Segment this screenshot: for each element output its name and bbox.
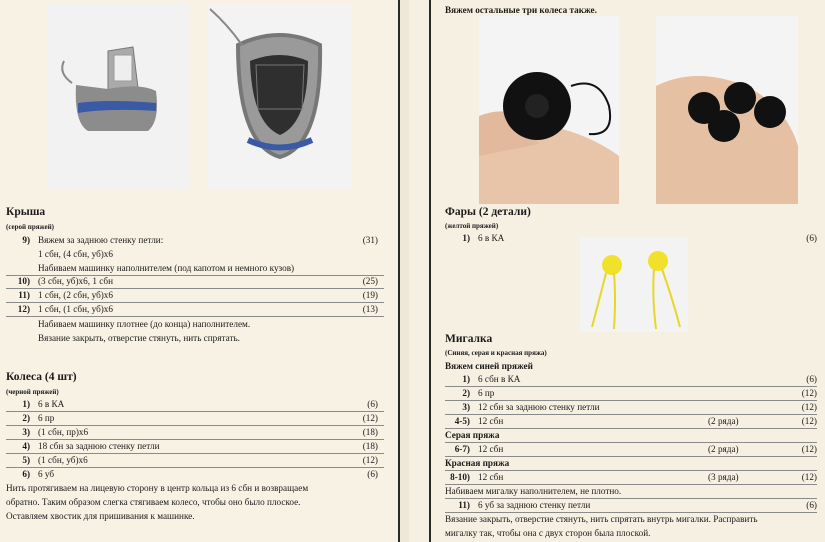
row-count: (6) [367,469,378,479]
roof-row-9 [0,233,386,247]
row-text: 6 в КА [38,399,65,409]
row-number: 12) [17,304,30,314]
row-text: Набиваем машинку плотнее (до конца) наполнителем. [38,319,251,329]
row-number: 2) [22,413,30,423]
row-note: (2 ряда) [708,416,739,426]
row-text: 1 сбн, (2 сбн, уб)х6 [38,290,113,300]
beacon-grey-label: Серая пряжа [445,430,500,440]
row-count: (18) [362,441,378,451]
page-divider-left [398,0,400,542]
row-text: 12 сбн за заднюю стенку петли [478,402,600,412]
row-number: 6-7) [454,444,470,454]
row-number: 4-5) [454,416,470,426]
row-count: (6) [806,374,817,384]
roof-stuff-tight [0,317,386,331]
wheels-note-3: Оставляем хвостик для пришивания к машинке. [6,511,195,521]
row-text: 6 в КА [478,233,505,243]
row-text: 6 пр [478,388,495,398]
beacon-row-2 [440,386,825,400]
row-count: (19) [362,290,378,300]
beacon-final-1: Вязание закрыть, отверстие стянуть, нить спрятать внутрь мигалки. Расправить [445,514,758,524]
row-number: 6) [22,469,30,479]
row-number: 3) [462,402,470,412]
separator [445,428,817,429]
roof-stuff-note [0,261,386,275]
roof-title: Крыша [6,206,46,218]
row-text: (3 сбн, уб)х6, 1 сбн [38,276,113,286]
photo-wheels-four [656,16,798,204]
row-count: (6) [367,399,378,409]
row-note: (3 ряда) [708,472,739,482]
row-note: (2 ряда) [708,444,739,454]
photo-car-side [48,3,189,190]
beacon-row-6-7 [440,442,825,456]
wheels-row-2 [0,411,386,425]
beacon-row-8-10 [440,470,825,484]
row-text: 1 сбн, (1 сбн, уб)х6 [38,304,113,314]
row-count: (13) [362,304,378,314]
row-number: 4) [22,441,30,451]
row-text: 12 сбн [478,416,504,426]
row-text: 6 сбн в КА [478,374,521,384]
row-text: (1 сбн, пр)х6 [38,427,89,437]
row-number: 11) [458,500,470,510]
row-count: (25) [362,276,378,286]
row-count: (6) [806,233,817,243]
wheels-row-5 [0,453,386,467]
roof-row-9-cont [0,247,386,261]
beacon-row-4-5 [440,414,825,428]
row-count: (12) [801,472,817,482]
row-text: 6 уб за заднюю стенку петли [478,500,591,510]
row-text: 6 пр [38,413,55,423]
row-text: 12 сбн [478,472,504,482]
roof-yarn: (серой пряжей) [6,223,54,231]
beacon-row-11 [440,498,825,512]
roof-close [0,331,386,345]
row-count: (18) [362,427,378,437]
row-count: (31) [362,235,378,245]
row-text: Набиваем машинку наполнителем (под капотом и немного кузов) [38,263,295,273]
wheels-note-2: обратно. Таким образом слегка стягиваем колесо, чтобы оно было плоское. [6,497,301,507]
row-number: 2) [462,388,470,398]
beacon-final-2: мигалку так, чтобы она с двух сторон была плоской. [445,528,651,538]
beacon-row-3 [440,400,825,414]
row-number: 8-10) [450,472,470,482]
wheels-note-1: Нить протягиваем на лицевую сторону в центр кольца из 6 сбн и возвращаем [6,483,309,493]
row-text: (1 сбн, уб)х6 [38,455,88,465]
row-count: (12) [801,388,817,398]
row-text: 12 сбн [478,444,504,454]
row-number: 1) [462,374,470,384]
beacon-title: Мигалка [445,333,493,345]
intro-text: Вяжем остальные три колеса также. [445,5,597,15]
row-text: 1 сбн, (4 сбн, уб)х6 [38,249,113,259]
wheels-row-4 [0,439,386,453]
beacon-blue-label: Вяжем синей пряжей [445,361,533,371]
row-number: 5) [22,455,30,465]
beacon-stuff-note: Набиваем мигалку наполнителем, не плотно. [445,486,622,496]
row-text: 18 сбн за заднюю стенку петли [38,441,160,451]
headlights-yarn: (желтой пряжей) [445,222,499,230]
row-count: (12) [801,444,817,454]
row-number: 1) [462,233,470,243]
row-number: 9) [22,235,30,245]
row-number: 10) [17,276,30,286]
row-text: 6 уб [38,469,55,479]
row-number: 11) [18,290,30,300]
roof-row-11 [0,288,386,302]
photo-headlights [580,237,688,332]
beacon-row-1 [440,372,825,386]
beacon-yarn: (Синяя, серая и красная пряжа) [445,349,547,357]
row-number: 3) [22,427,30,437]
row-number: 1) [22,399,30,409]
row-count: (6) [806,500,817,510]
wheels-yarn: (черной пряжей) [6,388,59,396]
roof-row-10 [0,274,386,288]
row-count: (12) [362,413,378,423]
headlights-title: Фары (2 детали) [445,206,531,218]
wheels-row-3 [0,425,386,439]
page-divider-right [429,0,431,542]
row-count: (12) [362,455,378,465]
row-count: (12) [801,416,817,426]
wheels-title: Колеса (4 шт) [6,371,77,383]
wheels-row-1 [0,397,386,411]
beacon-red-label: Красная пряжа [445,458,510,468]
row-text: Вяжем за заднюю стенку петли: [38,235,164,245]
wheels-row-6 [0,467,386,481]
row-count: (12) [801,402,817,412]
row-text: Вязание закрыть, отверстие стянуть, нить спрятать. [38,333,240,343]
roof-row-12 [0,302,386,316]
photo-wheel-one [479,16,619,204]
photo-car-top [208,5,351,189]
